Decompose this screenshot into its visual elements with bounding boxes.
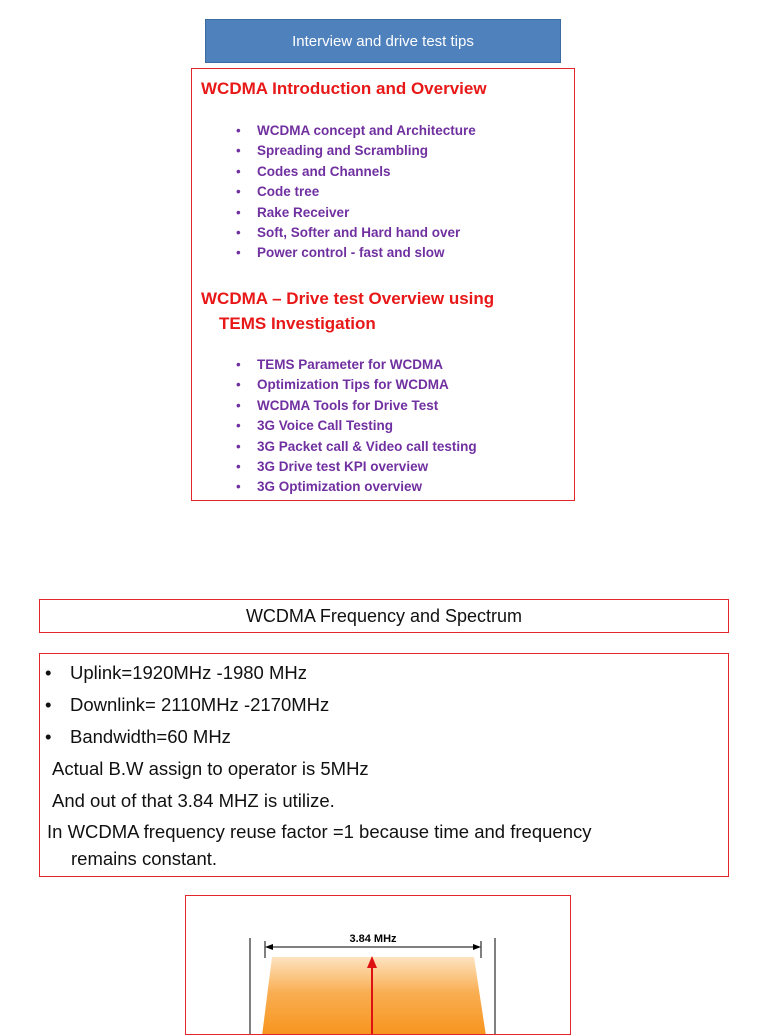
arrowhead-right-icon xyxy=(473,944,481,950)
text-utilize: And out of that 3.84 MHZ is utilize. xyxy=(52,790,335,811)
header-title: Interview and drive test tips xyxy=(205,19,561,63)
list-item: • Spreading and Scrambling xyxy=(236,141,476,161)
bullet-icon: • xyxy=(236,479,241,495)
bullet-icon: • xyxy=(236,357,241,372)
list-item: • 3G Optimization overview xyxy=(236,477,477,497)
section1-heading: WCDMA Introduction and Overview xyxy=(201,79,487,98)
bullet-icon: • xyxy=(236,397,241,413)
section2-list xyxy=(236,355,477,498)
bullet-bandwidth: • Bandwidth=60 MHz xyxy=(45,726,231,747)
list-item: • 3G Packet call & Video call testing xyxy=(236,437,477,457)
bullet-icon: • xyxy=(236,184,241,200)
bullet-downlink: • Downlink= 2110MHz -2170MHz xyxy=(45,694,330,715)
text-assign: Actual B.W assign to operator is 5MHz xyxy=(52,758,369,779)
bullet-icon: • xyxy=(236,438,241,454)
bullet-icon: • xyxy=(236,163,241,179)
text-reuse: In WCDMA frequency reuse factor =1 because time and frequency xyxy=(47,821,592,842)
spectrum-diagram xyxy=(186,896,571,1035)
bullet-icon: • xyxy=(236,459,241,475)
list-item: • Optimization Tips for WCDMA xyxy=(236,375,477,395)
frequency-box xyxy=(39,653,729,877)
bullet-uplink: • Uplink=1920MHz -1980 MHz xyxy=(45,662,308,683)
arrowhead-left-icon xyxy=(265,944,273,950)
bullet-icon: • xyxy=(236,143,241,159)
text-reuse-cont: remains constant. xyxy=(71,848,218,869)
list-item: • 3G Voice Call Testing xyxy=(236,416,477,436)
list-item: • Codes and Channels xyxy=(236,162,476,182)
bandwidth-label: 3.84 MHz xyxy=(349,933,397,945)
section1-list xyxy=(236,121,476,264)
section2-heading: WCDMA – Drive test Overview using TEMS Investigation xyxy=(201,289,495,333)
bullet-icon: • xyxy=(236,418,241,434)
bullet-icon: • xyxy=(236,204,241,220)
bullet-icon: • xyxy=(45,726,52,747)
list-item: • TEMS Parameter for WCDMA xyxy=(236,355,477,375)
bullet-icon: • xyxy=(236,245,241,261)
overview-box xyxy=(191,68,575,501)
list-item: • WCDMA Tools for Drive Test xyxy=(236,396,477,416)
bullet-icon: • xyxy=(236,377,241,393)
list-item: • Power control - fast and slow xyxy=(236,243,476,263)
list-item: • Code tree xyxy=(236,182,476,202)
list-item: • Soft, Softer and Hard hand over xyxy=(236,223,476,243)
bullet-icon: • xyxy=(45,662,52,683)
list-item: • Rake Receiver xyxy=(236,203,476,223)
spectrum-shape xyxy=(262,957,486,1035)
frequency-title: WCDMA Frequency and Spectrum xyxy=(39,599,729,633)
bullet-icon: • xyxy=(236,225,241,241)
spectrum-figure xyxy=(185,895,571,1035)
list-item: • WCDMA concept and Architecture xyxy=(236,121,476,141)
bullet-icon: • xyxy=(236,123,241,138)
bullet-icon: • xyxy=(45,694,52,715)
list-item: • 3G Drive test KPI overview xyxy=(236,457,477,477)
